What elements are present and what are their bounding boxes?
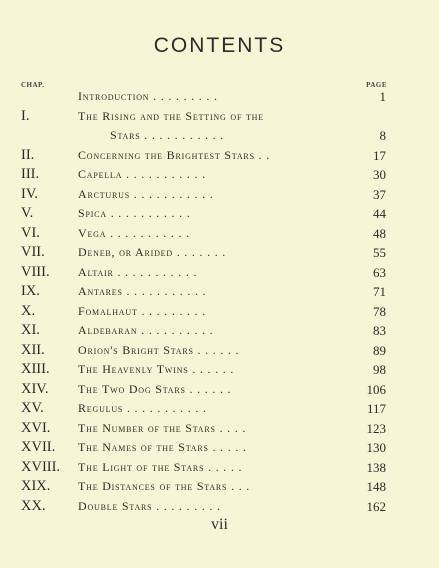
toc-row <box>0 419 439 438</box>
page-number: 1 <box>379 89 386 104</box>
toc-row <box>0 321 439 340</box>
chapter-title: Altair . . . . . . . . . . . <box>78 264 198 279</box>
toc-row <box>0 263 439 282</box>
chapter-number: XX. <box>21 497 46 514</box>
toc-row <box>0 477 439 496</box>
page-number: 55 <box>373 245 386 260</box>
toc-row <box>0 224 439 243</box>
toc-row <box>0 341 439 360</box>
chap-column-header: CHAP. <box>21 81 45 89</box>
page-number: 148 <box>366 479 386 494</box>
toc-row <box>0 458 439 477</box>
chapter-title: Double Stars . . . . . . . . . <box>78 498 221 513</box>
chapter-number: XVIII. <box>21 458 61 475</box>
page-folio: vii <box>211 516 228 533</box>
chapter-number: XIX. <box>21 478 51 494</box>
page-number: 98 <box>373 362 386 377</box>
page-column-header: PAGE <box>366 81 387 89</box>
chapter-title: Capella . . . . . . . . . . . <box>78 167 206 181</box>
page-number: 48 <box>373 225 386 241</box>
chapter-title: The Number of the Stars . . . . <box>78 420 247 435</box>
chapter-number: IX. <box>21 283 40 299</box>
page-number: 71 <box>373 284 386 299</box>
toc-row <box>0 204 439 223</box>
chapter-title: Stars . . . . . . . . . . . <box>110 128 225 142</box>
toc-row <box>0 282 439 301</box>
chapter-number: XVI. <box>21 419 51 436</box>
page-number: 63 <box>373 264 386 280</box>
toc-row <box>0 87 439 106</box>
chapter-number: XVII. <box>21 439 56 455</box>
chapter-title: Introduction . . . . . . . . . <box>78 89 218 103</box>
chapter-number: I. <box>21 107 30 124</box>
toc-row <box>0 185 439 204</box>
chapter-title: Orion's Bright Stars . . . . . . <box>78 342 240 357</box>
page-number: 89 <box>373 342 386 358</box>
page-number: 123 <box>366 420 386 436</box>
page-number: 162 <box>366 498 386 514</box>
chapter-number: XI. <box>21 322 40 338</box>
chapter-number: V. <box>21 205 34 221</box>
toc-row <box>0 165 439 184</box>
chapter-title: Vega . . . . . . . . . . . <box>78 225 190 240</box>
chapter-title: Antares . . . . . . . . . . . <box>78 284 207 298</box>
chapter-number: VII. <box>21 244 45 260</box>
page-number: 44 <box>373 206 386 221</box>
chapter-title: The Distances of the Stars . . . <box>78 479 251 493</box>
page-number: 37 <box>373 186 386 202</box>
toc-row <box>0 146 439 165</box>
chapter-title: Deneb, or Arided . . . . . . . <box>78 245 227 259</box>
page-number: 83 <box>373 323 386 338</box>
chapter-number: VI. <box>21 224 40 241</box>
toc-row <box>0 360 439 379</box>
page-number: 106 <box>366 381 386 397</box>
page-number: 78 <box>373 303 386 319</box>
chapter-number: XIV. <box>21 380 49 397</box>
toc-row <box>0 380 439 399</box>
toc-row <box>0 107 439 126</box>
chapter-title: The Two Dog Stars . . . . . . <box>78 381 232 396</box>
page-number: 8 <box>379 128 386 143</box>
toc-row <box>0 302 439 321</box>
page-number: 130 <box>366 440 386 455</box>
page-number: 138 <box>366 459 386 475</box>
chapter-title: Spica . . . . . . . . . . . <box>78 206 191 220</box>
chapter-number: XV. <box>21 400 44 416</box>
chapter-title: Aldebaran . . . . . . . . . . <box>78 323 214 337</box>
chapter-number: X. <box>21 302 36 319</box>
chapter-title: The Heavenly Twins . . . . . . <box>78 362 235 376</box>
chapter-title: Arcturus . . . . . . . . . . . <box>78 186 214 201</box>
chapter-title: Regulus . . . . . . . . . . . <box>78 401 207 415</box>
chapter-title: The Light of the Stars . . . . . <box>78 459 243 474</box>
page-number: 117 <box>366 401 386 416</box>
chapter-number: IV. <box>21 185 39 202</box>
chapter-number: III. <box>21 166 40 182</box>
page-number: 30 <box>373 167 386 182</box>
chapter-title: Fomalhaut . . . . . . . . . <box>78 303 207 318</box>
toc-row <box>0 497 439 516</box>
chapter-title: Concerning the Brightest Stars . . <box>78 147 271 162</box>
page-title: CONTENTS <box>153 34 286 57</box>
toc-row <box>0 438 439 457</box>
page-number: 17 <box>373 147 386 163</box>
chapter-number: II. <box>21 146 35 163</box>
toc-row <box>0 126 439 145</box>
chapter-title: The Names of the Stars . . . . . <box>78 440 247 454</box>
chapter-number: VIII. <box>21 263 50 280</box>
toc-row <box>0 243 439 262</box>
chapter-title: The Rising and the Setting of the <box>78 108 264 123</box>
chapter-number: XII. <box>21 341 45 358</box>
chapter-number: XIII. <box>21 361 50 377</box>
toc-row <box>0 399 439 418</box>
